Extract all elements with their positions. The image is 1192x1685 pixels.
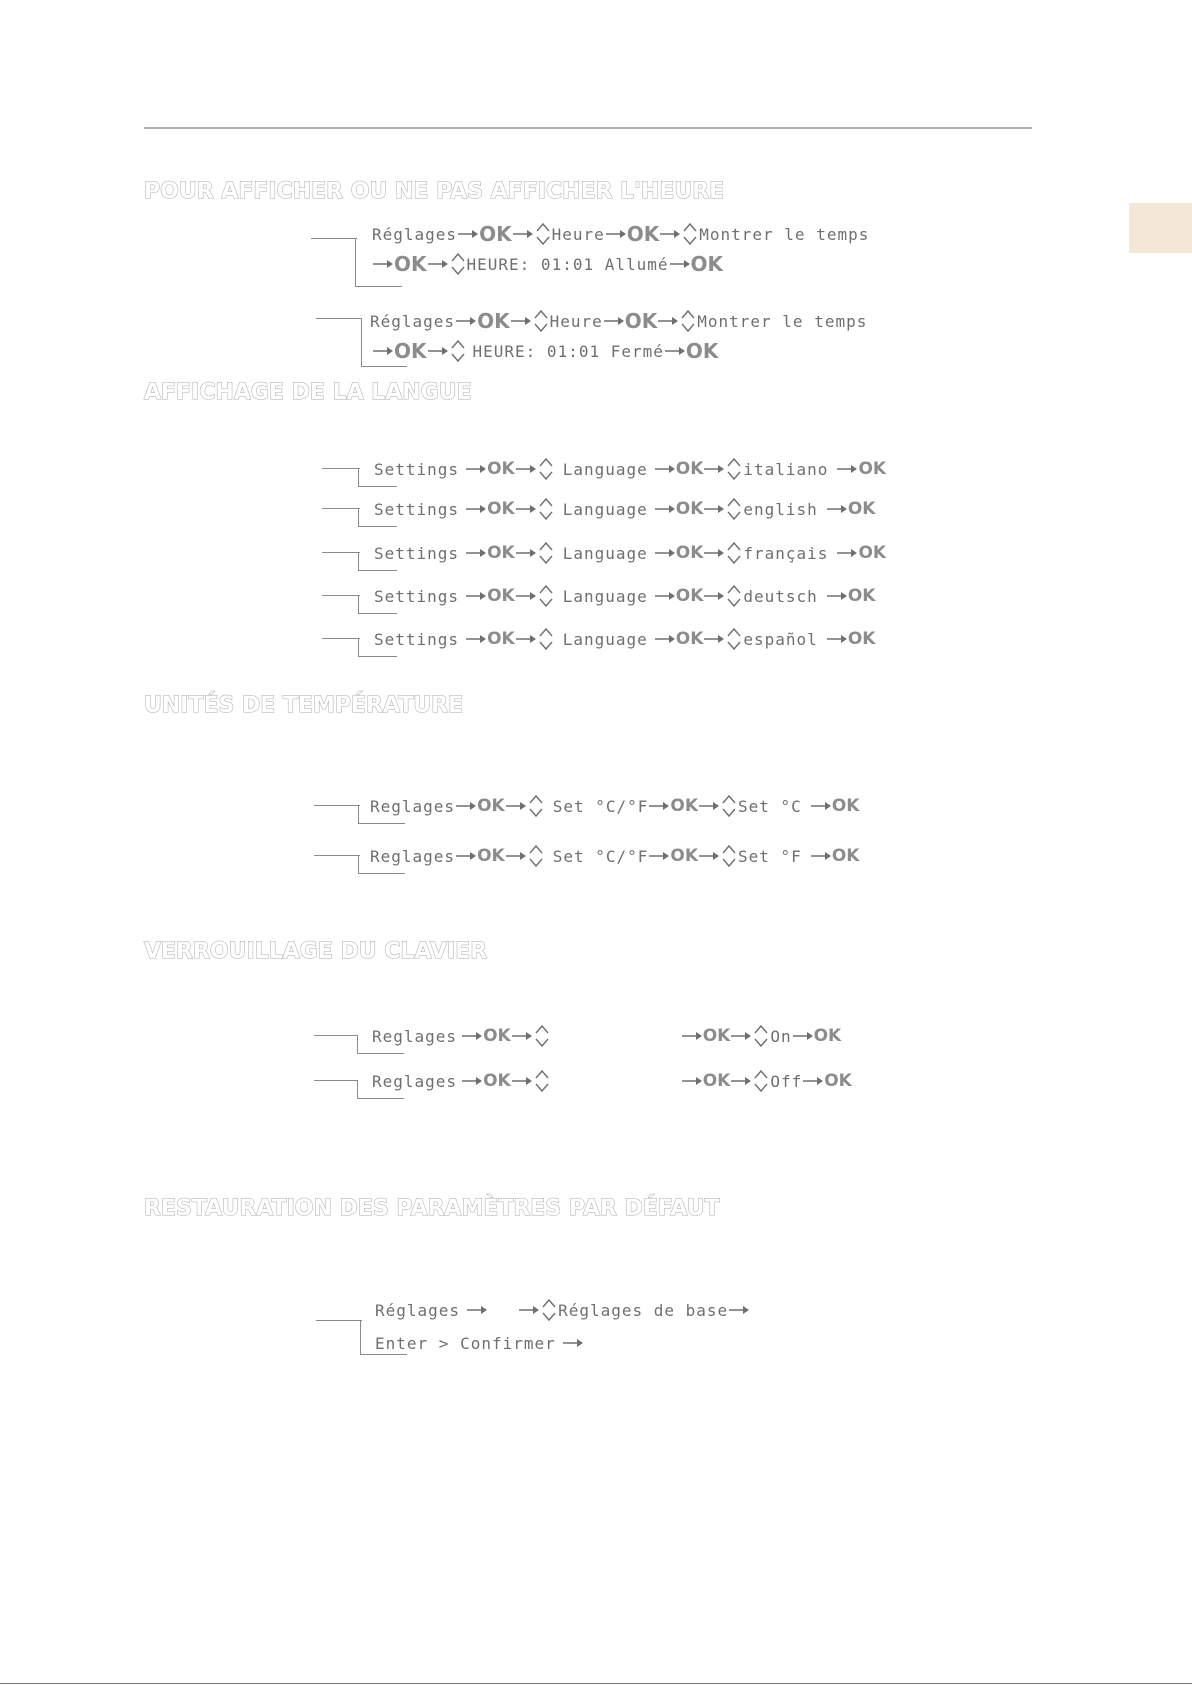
settings-label: Réglages (375, 1300, 461, 1320)
right-arrow-icon (665, 346, 685, 356)
bracket (322, 552, 360, 553)
ok-label: OK (487, 499, 515, 519)
ok-label: OK (479, 222, 512, 246)
bracket (314, 805, 360, 806)
ok-label: OK (675, 499, 704, 519)
language-option-label: deutsch (743, 586, 818, 606)
right-arrow-icon (511, 316, 531, 326)
language-menu-label: Language (562, 499, 648, 519)
right-arrow-icon (658, 316, 678, 326)
heure-label: Heure (551, 224, 605, 244)
up-down-arrows-icon (539, 581, 553, 611)
ok-label: OK (394, 339, 427, 363)
ok-label: OK (858, 543, 887, 563)
right-arrow-icon (516, 634, 536, 644)
menu-label: Réglages de base (558, 1300, 729, 1320)
ok-label: OK (858, 459, 887, 479)
ok-label: OK (675, 629, 704, 649)
heading-language: AFFICHAGE DE LA LANGUE (144, 380, 472, 405)
settings-label: Reglages (372, 1026, 458, 1046)
keylock-option-label: On (770, 1026, 792, 1046)
right-arrow-icon (704, 504, 724, 514)
keylock-row (372, 1020, 841, 1052)
heading-keylock: VERROUILLAGE DU CLAVIER (144, 939, 488, 964)
right-arrow-icon (827, 591, 847, 601)
right-arrow-icon (655, 504, 675, 514)
right-arrow-icon (670, 259, 690, 269)
ok-label: OK (685, 339, 719, 363)
right-arrow-icon (516, 548, 536, 558)
language-option-label: english (743, 499, 818, 519)
ok-label: OK (477, 309, 510, 333)
temperature-option-label: Set °C (738, 796, 802, 816)
right-arrow-icon (827, 634, 847, 644)
up-down-arrows-icon (535, 1066, 549, 1096)
ok-label: OK (675, 459, 704, 479)
ok-label: OK (847, 499, 876, 519)
right-arrow-icon (516, 464, 536, 474)
right-arrow-icon (516, 504, 536, 514)
right-arrow-icon (803, 1076, 823, 1086)
temperature-option-label: Set °F (738, 846, 802, 866)
ok-label: OK (487, 459, 515, 479)
language-option-label: français (743, 543, 829, 563)
bracket (322, 595, 360, 596)
language-row (374, 580, 875, 612)
right-arrow-icon (606, 229, 626, 239)
ok-label: OK (477, 846, 505, 866)
ok-label: OK (702, 1071, 731, 1091)
language-option-label: italiano (743, 459, 829, 479)
ok-label: OK (487, 543, 515, 563)
state-label: HEURE: 01:01 Allumé (466, 254, 669, 274)
language-option-label: español (743, 629, 818, 649)
settings-label: Réglages (372, 224, 458, 244)
up-down-arrows-icon (722, 791, 736, 821)
ok-label: OK (847, 586, 876, 606)
right-arrow-icon (811, 851, 831, 861)
bracket (314, 855, 360, 856)
right-arrow-icon (704, 591, 724, 601)
time-on-line-2 (372, 248, 723, 280)
time-off-line-1 (370, 305, 867, 337)
right-arrow-icon (466, 504, 486, 514)
bracket (322, 508, 360, 509)
language-menu-label: Language (562, 543, 648, 563)
ok-label: OK (690, 252, 724, 276)
settings-label: Reglages (370, 796, 456, 816)
bracket (322, 638, 360, 639)
right-arrow-icon (699, 801, 719, 811)
right-arrow-icon (837, 464, 857, 474)
language-row (374, 493, 875, 525)
right-arrow-icon (649, 851, 669, 861)
right-arrow-icon (699, 851, 719, 861)
bracket (316, 1320, 362, 1321)
up-down-arrows-icon (754, 1066, 768, 1096)
reset-line-1 (375, 1294, 750, 1326)
settings-label: Settings (374, 586, 460, 606)
right-arrow-icon (827, 504, 847, 514)
language-menu-label: Language (562, 586, 648, 606)
right-arrow-icon (466, 464, 486, 474)
language-menu-label: Language (562, 629, 648, 649)
bracket (314, 1035, 358, 1036)
right-arrow-icon (373, 259, 393, 269)
language-menu-label: Language (562, 459, 648, 479)
right-arrow-icon (373, 346, 393, 356)
keylock-row (372, 1065, 852, 1097)
keylock-option-label: Off (770, 1071, 803, 1091)
language-row (374, 453, 886, 485)
up-down-arrows-icon (542, 1295, 556, 1325)
state-label: HEURE: 01:01 Fermé (472, 341, 664, 361)
settings-label: Settings (374, 543, 460, 563)
ok-label: OK (670, 796, 699, 816)
up-down-arrows-icon (539, 494, 553, 524)
right-arrow-icon (458, 229, 478, 239)
bracket (316, 318, 362, 319)
right-arrow-icon (729, 1305, 749, 1315)
bracket (311, 238, 357, 287)
temperature-menu-label: Set °C/°F (552, 796, 649, 816)
bracket (314, 1080, 358, 1081)
right-arrow-icon (456, 801, 476, 811)
up-down-arrows-icon (451, 336, 465, 366)
bottom-rule (0, 1683, 1192, 1684)
settings-label: Reglages (372, 1071, 458, 1091)
right-arrow-icon (682, 1076, 702, 1086)
up-down-arrows-icon (535, 1021, 549, 1051)
up-down-arrows-icon (727, 494, 741, 524)
ok-label: OK (824, 1071, 852, 1091)
up-down-arrows-icon (754, 1021, 768, 1051)
right-arrow-icon (456, 851, 476, 861)
right-arrow-icon (682, 1031, 702, 1041)
right-arrow-icon (428, 259, 448, 269)
right-arrow-icon (462, 1031, 482, 1041)
right-arrow-icon (655, 634, 675, 644)
ok-label: OK (675, 543, 704, 563)
right-arrow-icon (512, 1031, 532, 1041)
right-arrow-icon (513, 229, 533, 239)
temperature-row (370, 840, 859, 872)
language-row (374, 623, 875, 655)
heure-label: Heure (549, 311, 603, 331)
ok-label: OK (394, 252, 427, 276)
ok-label: OK (831, 846, 860, 866)
section-tab (1129, 203, 1192, 253)
right-arrow-icon (731, 1076, 751, 1086)
settings-label: Reglages (370, 846, 456, 866)
up-down-arrows-icon (534, 306, 548, 336)
temperature-row (370, 790, 859, 822)
ok-label: OK (813, 1026, 842, 1046)
ok-label: OK (487, 586, 515, 606)
top-rule (144, 127, 1032, 129)
right-arrow-icon (456, 316, 476, 326)
up-down-arrows-icon (722, 841, 736, 871)
ok-label: OK (483, 1071, 511, 1091)
right-arrow-icon (428, 346, 448, 356)
up-down-arrows-icon (536, 219, 550, 249)
right-arrow-icon (704, 548, 724, 558)
up-down-arrows-icon (451, 249, 465, 279)
up-down-arrows-icon (727, 538, 741, 568)
right-arrow-icon (466, 634, 486, 644)
reset-line-2 (375, 1327, 584, 1359)
ok-label: OK (487, 629, 515, 649)
heading-time: POUR AFFICHER OU NE PAS AFFICHER L'HEURE (144, 179, 725, 204)
right-arrow-icon (837, 548, 857, 558)
settings-label: Settings (374, 629, 460, 649)
time-on-line-1 (372, 218, 869, 250)
right-arrow-icon (660, 229, 680, 239)
right-arrow-icon (519, 1305, 539, 1315)
right-arrow-icon (655, 464, 675, 474)
up-down-arrows-icon (727, 454, 741, 484)
right-arrow-icon (466, 591, 486, 601)
right-arrow-icon (462, 1076, 482, 1086)
up-down-arrows-icon (529, 841, 543, 871)
up-down-arrows-icon (727, 624, 741, 654)
ok-label: OK (670, 846, 699, 866)
up-down-arrows-icon (727, 581, 741, 611)
heading-reset: RESTAURATION DES PARAMÈTRES PAR DÉFAUT (144, 1196, 720, 1221)
ok-label: OK (702, 1026, 731, 1046)
right-arrow-icon (604, 316, 624, 326)
right-arrow-icon (506, 801, 526, 811)
settings-label: Réglages (370, 311, 456, 331)
right-arrow-icon (655, 548, 675, 558)
right-arrow-icon (506, 851, 526, 861)
settings-label: Settings (374, 459, 460, 479)
ok-label: OK (624, 309, 658, 333)
right-arrow-icon (655, 591, 675, 601)
ok-label: OK (477, 796, 505, 816)
ok-label: OK (675, 586, 704, 606)
ok-label: OK (626, 222, 660, 246)
up-down-arrows-icon (529, 791, 543, 821)
up-down-arrows-icon (683, 219, 697, 249)
right-arrow-icon (704, 464, 724, 474)
right-arrow-icon (466, 548, 486, 558)
up-down-arrows-icon (539, 538, 553, 568)
time-off-line-2 (372, 335, 718, 367)
temperature-menu-label: Set °C/°F (552, 846, 649, 866)
right-arrow-icon (512, 1076, 532, 1086)
right-arrow-icon (649, 801, 669, 811)
heading-temperature: UNITÉS DE TEMPÉRATURE (144, 693, 464, 718)
ok-label: OK (483, 1026, 511, 1046)
up-down-arrows-icon (681, 306, 695, 336)
up-down-arrows-icon (539, 624, 553, 654)
montrer-label: Montrer le temps (699, 224, 870, 244)
settings-label: Settings (374, 499, 460, 519)
montrer-label: Montrer le temps (697, 311, 868, 331)
ok-label: OK (831, 796, 860, 816)
ok-label: OK (847, 629, 876, 649)
right-arrow-icon (811, 801, 831, 811)
right-arrow-icon (731, 1031, 751, 1041)
right-arrow-icon (467, 1305, 487, 1315)
right-arrow-icon (516, 591, 536, 601)
right-arrow-icon (704, 634, 724, 644)
right-arrow-icon (563, 1338, 583, 1348)
language-row (374, 537, 886, 569)
up-down-arrows-icon (539, 454, 553, 484)
bracket (322, 468, 360, 469)
confirm-label: Enter > Confirmer (375, 1333, 556, 1353)
right-arrow-icon (793, 1031, 813, 1041)
